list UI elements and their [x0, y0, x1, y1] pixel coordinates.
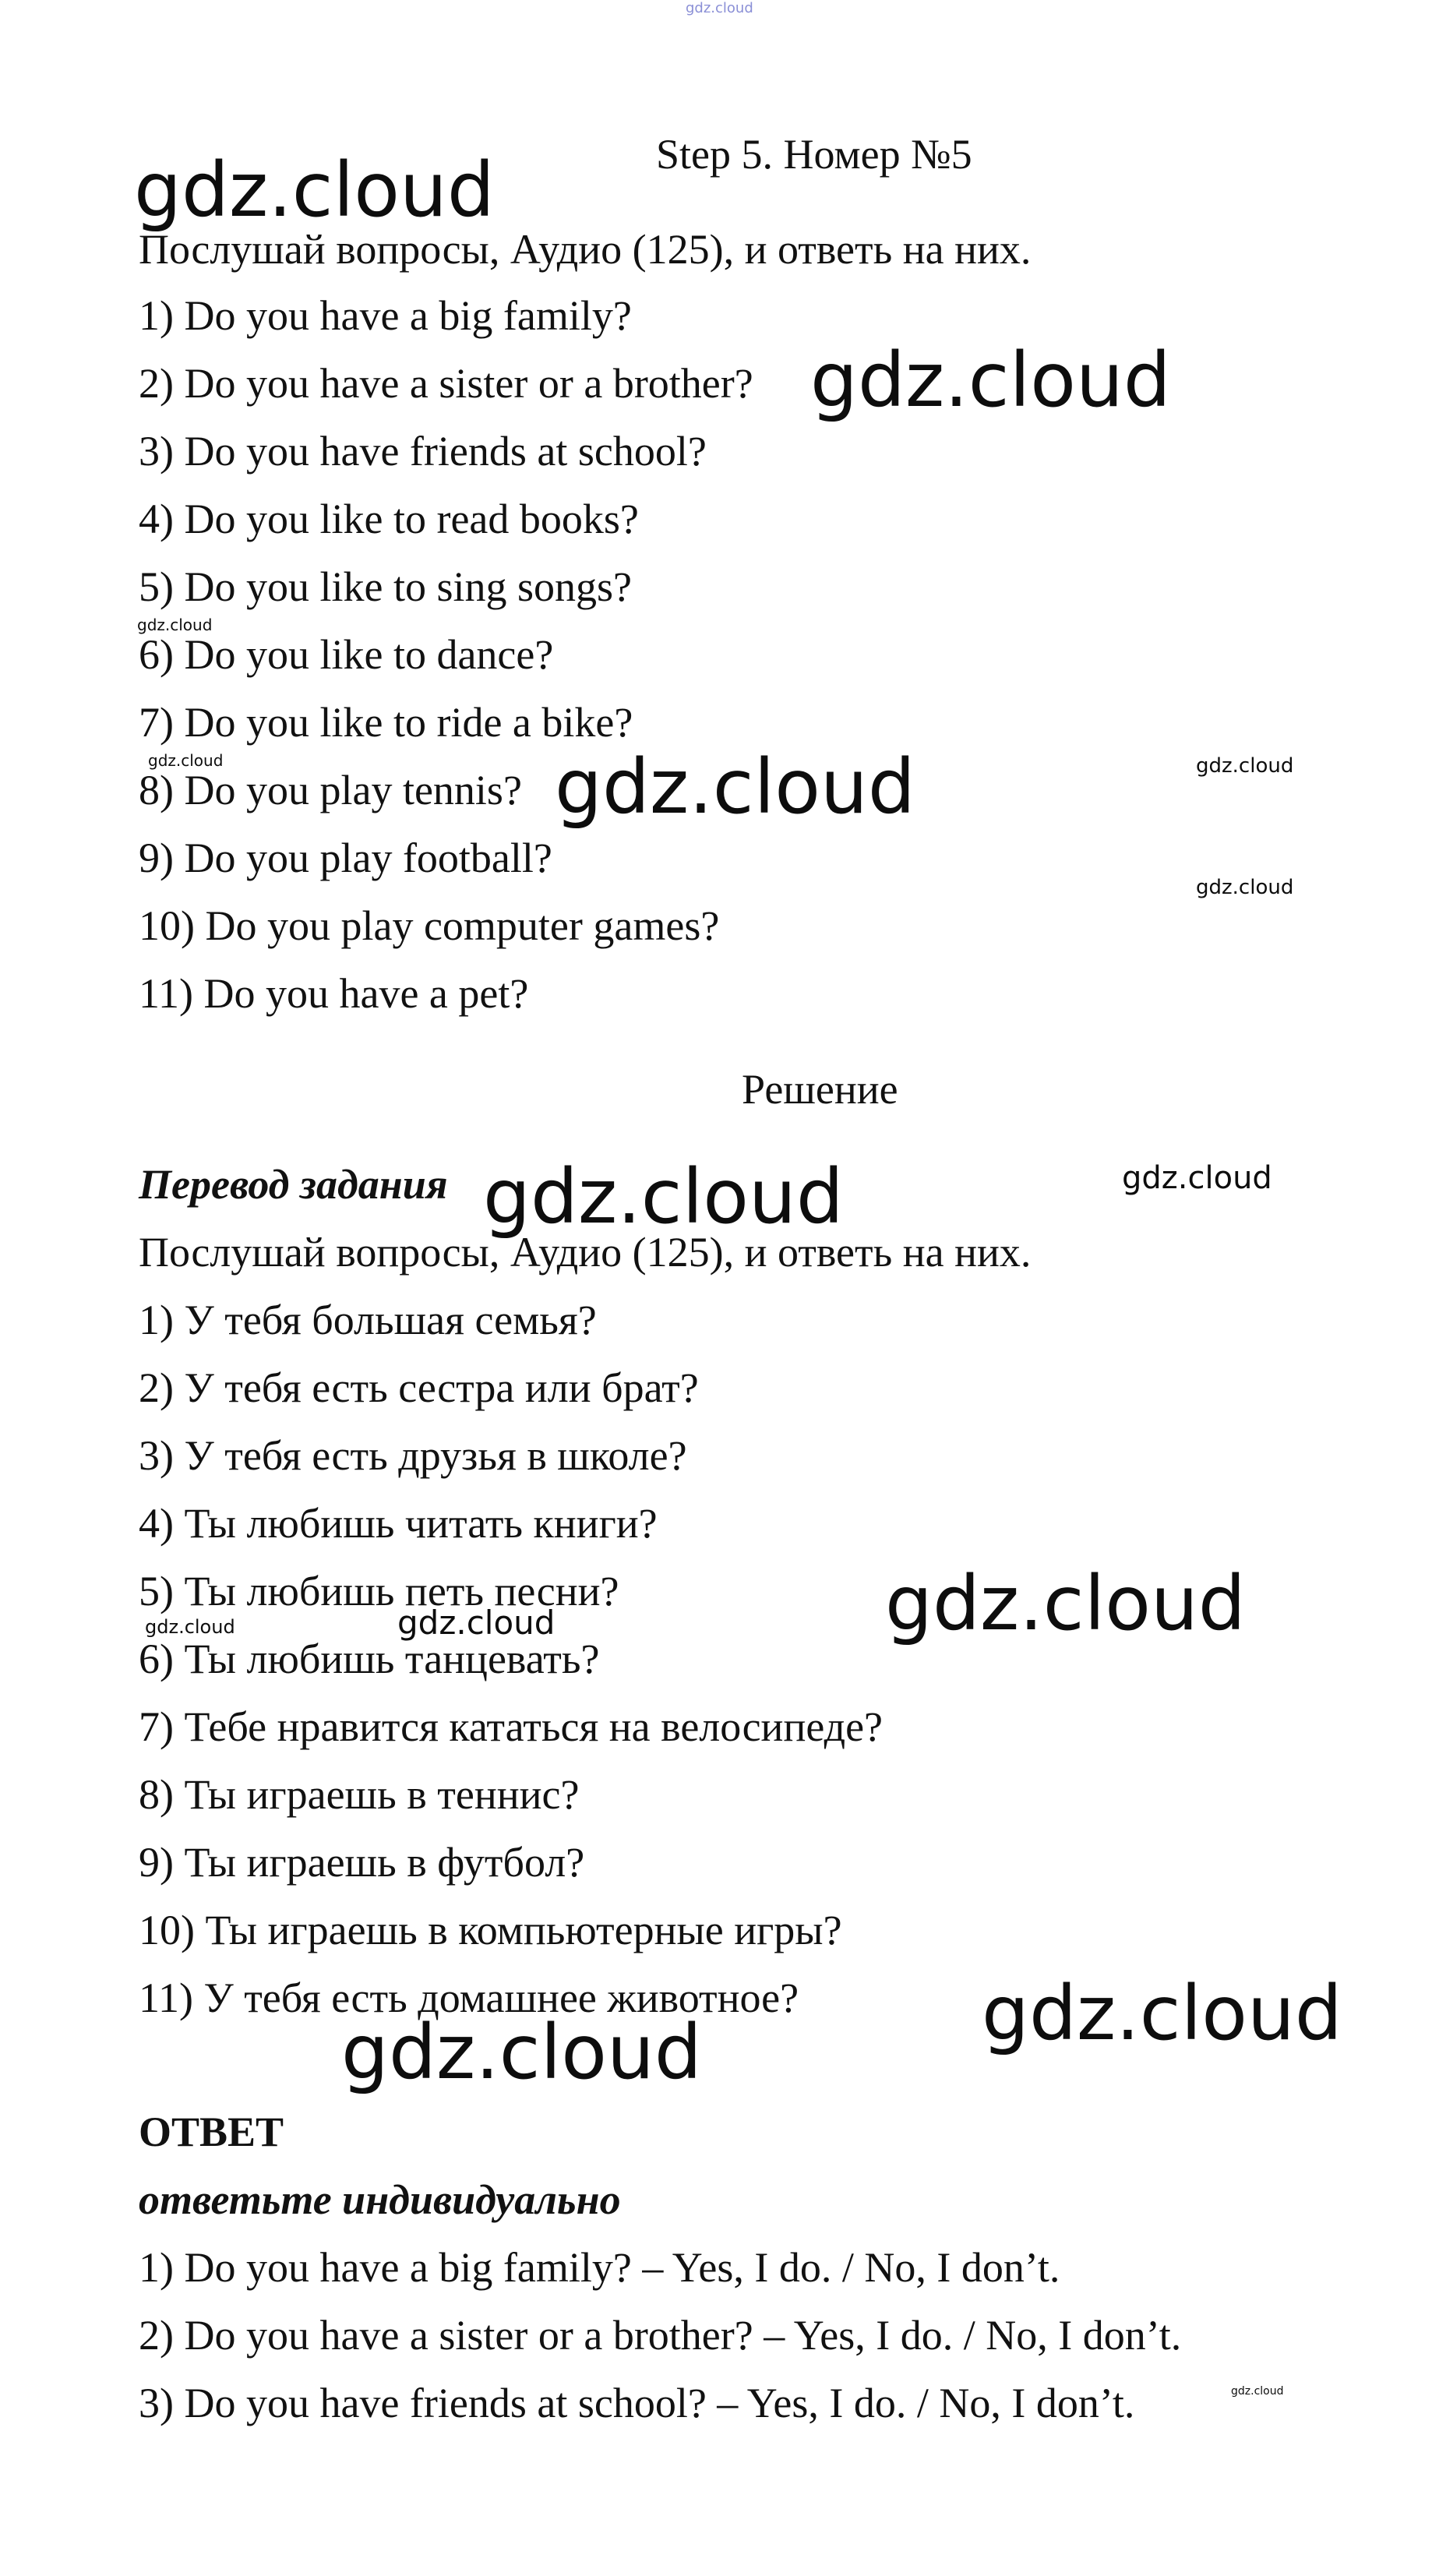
- watermark: gdz.cloud: [810, 337, 1171, 424]
- watermark: gdz.cloud: [1231, 2385, 1284, 2398]
- watermark: gdz.cloud: [145, 1616, 235, 1638]
- translation-item: 10) Ты играешь в компьютерные игры?: [139, 1907, 842, 1953]
- translation-item: 8) Ты играешь в теннис?: [139, 1771, 580, 1818]
- watermark: gdz.cloud: [885, 1560, 1246, 1647]
- answer-item: 2) Do you have a sister or a brother? – Yes, I do. / No, I don’t.: [139, 2312, 1182, 2359]
- question-item: 4) Do you like to read books?: [139, 496, 639, 542]
- watermark: gdz.cloud: [134, 146, 495, 234]
- translation-item: 11) У тебя есть домашнее животное?: [139, 1974, 799, 2021]
- solution-heading: Решение: [742, 1066, 898, 1113]
- watermark-top: gdz.cloud: [686, 0, 753, 16]
- question-item: 6) Do you like to dance?: [139, 631, 554, 678]
- translation-instruction: Послушай вопросы, Аудио (125), и ответь на них.: [139, 1229, 1032, 1276]
- question-item: 11) Do you have a pet?: [139, 970, 529, 1017]
- translation-item: 7) Тебе нравится кататься на велосипеде?: [139, 1703, 884, 1750]
- watermark: gdz.cloud: [1196, 754, 1294, 778]
- answer-note: ответьте индивидуально: [139, 2176, 621, 2223]
- answer-item: 1) Do you have a big family? – Yes, I do. / No, I don’t.: [139, 2244, 1060, 2291]
- watermark: gdz.cloud: [1196, 876, 1294, 899]
- answer-heading: ОТВЕТ: [139, 2108, 284, 2155]
- translation-item: 3) У тебя есть друзья в школе?: [139, 1432, 687, 1479]
- watermark: gdz.cloud: [341, 2009, 702, 2096]
- translation-item: 6) Ты любишь танцевать?: [139, 1636, 600, 1682]
- watermark: gdz.cloud: [982, 1970, 1342, 2057]
- watermark: gdz.cloud: [555, 743, 915, 831]
- question-item: 7) Do you like to ride a bike?: [139, 699, 633, 746]
- watermark: gdz.cloud: [397, 1604, 556, 1642]
- question-item: 2) Do you have a sister or a brother?: [139, 360, 753, 407]
- translation-item: 5) Ты любишь петь песни?: [139, 1568, 619, 1614]
- question-item: 8) Do you play tennis?: [139, 767, 522, 813]
- question-item: 5) Do you like to sing songs?: [139, 563, 632, 610]
- task-instruction: Послушай вопросы, Аудио (125), и ответь на них.: [139, 226, 1032, 273]
- question-item: 9) Do you play football?: [139, 835, 552, 881]
- watermark: gdz.cloud: [137, 616, 213, 634]
- translation-item: 1) У тебя большая семья?: [139, 1297, 597, 1343]
- watermark: gdz.cloud: [483, 1153, 844, 1240]
- translation-item: 9) Ты играешь в футбол?: [139, 1839, 585, 1886]
- translation-heading: Перевод задания: [139, 1161, 448, 1208]
- question-item: 1) Do you have a big family?: [139, 292, 632, 339]
- question-item: 3) Do you have friends at school?: [139, 428, 707, 475]
- watermark: gdz.cloud: [148, 751, 224, 770]
- question-item: 10) Do you play computer games?: [139, 902, 720, 949]
- page-title: Step 5. Номер №5: [656, 131, 972, 178]
- translation-item: 4) Ты любишь читать книги?: [139, 1500, 658, 1547]
- translation-item: 2) У тебя есть сестра или брат?: [139, 1364, 699, 1411]
- watermark: gdz.cloud: [1122, 1160, 1272, 1196]
- answer-item: 3) Do you have friends at school? – Yes, I do. / No, I don’t.: [139, 2380, 1135, 2426]
